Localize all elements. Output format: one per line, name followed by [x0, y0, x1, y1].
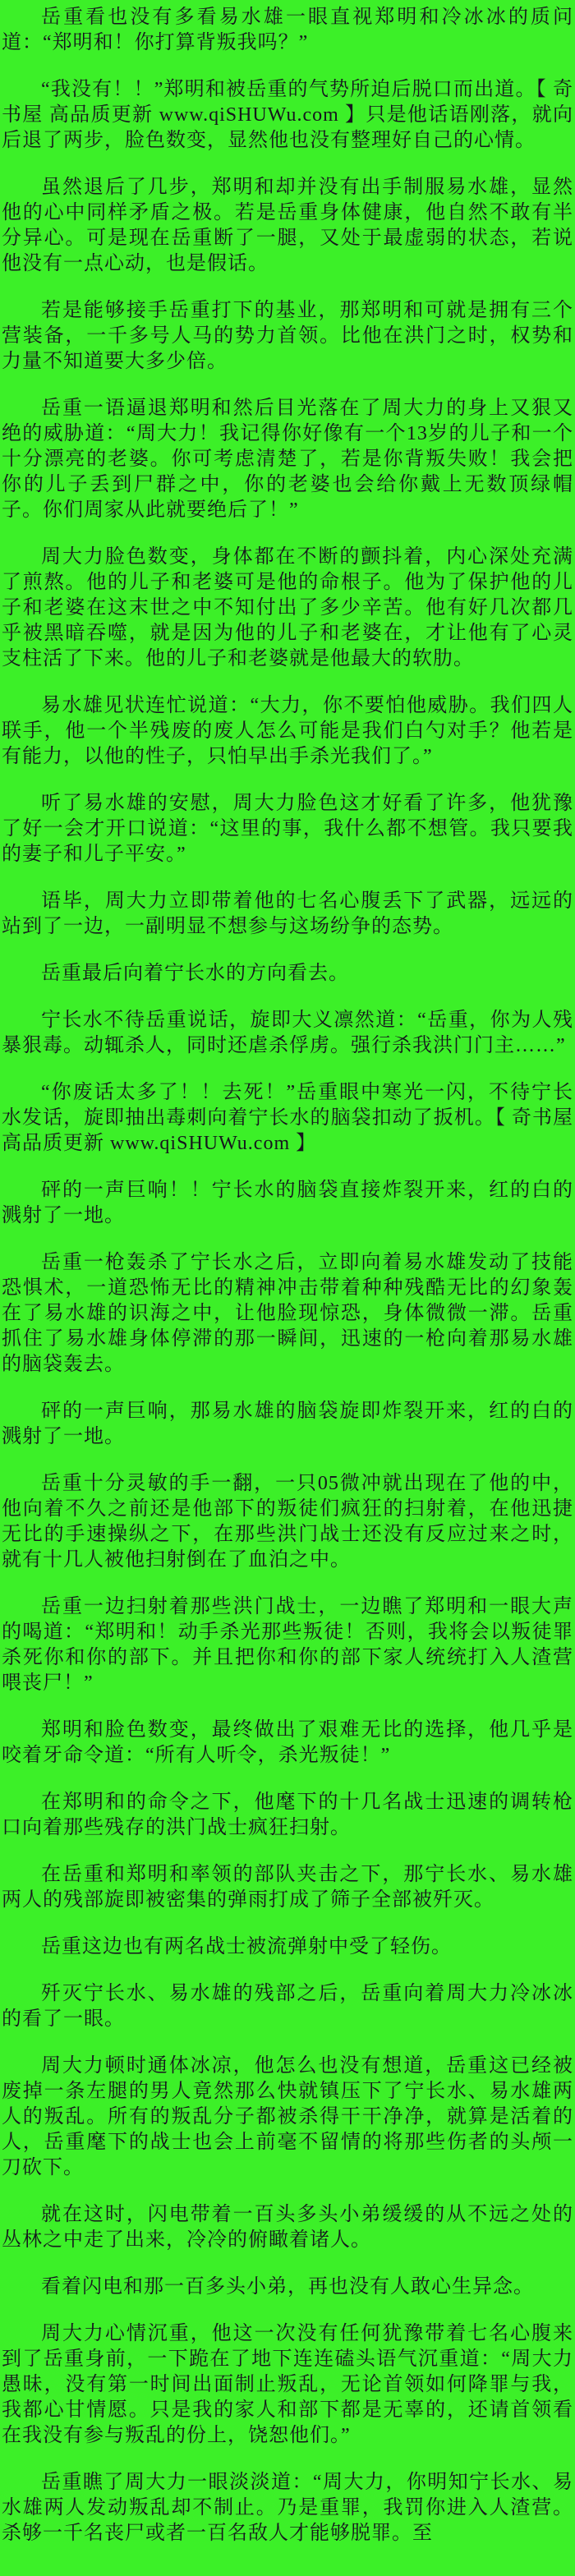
novel-paragraph: 虽然退后了几步，郑明和却并没有出手制服易水雄，显然他的心中同样矛盾之极。若是岳重身体健康，他自然不敢有半分异心。可是现在岳重断了一腿，又处于最虚弱的状态，若说他没有一点心动，也是假话。 [2, 177, 573, 274]
novel-paragraph: 岳重看也没有多看易水雄一眼直视郑明和冷冰冰的质问道：“郑明和！你打算背叛我吗？” [2, 7, 573, 53]
novel-paragraph: 歼灭宁长水、易水雄的残部之后，岳重向着周大力冷冰冰的看了一眼。 [2, 1983, 573, 2030]
novel-paragraph: 在郑明和的命令之下，他麾下的十几名战士迅速的调转枪口向着那些残存的洪门战士疯狂扫射。 [2, 1792, 573, 1838]
novel-paragraph: 宁长水不待岳重说话，旋即大义凛然道：“岳重，你为人残暴狠毒。动辄杀人，同时还虐杀俘虏。强行杀我洪门门主……” [2, 1010, 573, 1056]
novel-paragraph: 砰的一声巨响，那易水雄的脑袋旋即炸裂开来，红的白的溅射了一地。 [2, 1401, 573, 1447]
novel-paragraph: “你废话太多了！！去死！”岳重眼中寒光一闪，不待宁长水发话，旋即抽出毒刺向着宁长水的脑袋扣动了扳机。【 奇书屋 高品质更新 www.qiSHUWu.com 】 [2, 1082, 573, 1154]
novel-paragraph: 若是能够接手岳重打下的基业，那郑明和可就是拥有三个营装备，一千多号人马的势力首领。比他在洪门之时，权势和力量不知道要大多少倍。 [2, 300, 573, 372]
novel-paragraph: 岳重这边也有两名战士被流弹射中受了轻伤。 [41, 1936, 452, 1957]
novel-paragraph: 就在这时，闪电带着一百头多头小弟缓缓的从不远之处的丛林之中走了出来，冷冷的俯瞰着诸人。 [2, 2204, 573, 2251]
novel-paragraph: 岳重最后向着宁长水的方向看去。 [41, 963, 349, 984]
novel-paragraph: 岳重一语逼退郑明和然后目光落在了周大力的身上又狠又绝的威胁道：“周大力！我记得你好像有一个13岁的儿子和一个十分漂亮的老婆。你可考虑清楚了，若是你背叛失败！我会把你的儿子丢到尸群之中，你的老婆也会给你戴上无数顶绿帽子。你们周家从此就要绝后了！” [2, 398, 573, 521]
novel-paragraph: 周大力顿时通体冰凉，他怎么也没有想道，岳重这已经被废掉一条左腿的男人竟然那么快就镇压下了宁长水、易水雄两人的叛乱。所有的叛乱分子都被杀得干干净净，就算是活着的人，岳重麾下的战士也会上前毫不留情的将那些伤者的头颅一刀砍下。 [2, 2055, 573, 2178]
novel-paragraph: 在岳重和郑明和率领的部队夹击之下，那宁长水、易水雄两人的残部旋即被密集的弹雨打成了筛子全部被歼灭。 [2, 1864, 573, 1911]
novel-paragraph: 易水雄见状连忙说道：“大力，你不要怕他威胁。我们四人联手，他一个半残废的废人怎么可能是我们白勺对手？他若是有能力，以他的性子，只怕早出手杀光我们了。” [2, 695, 573, 767]
novel-paragraph: 听了易水雄的安慰，周大力脸色这才好看了许多，他犹豫了好一会才开口说道：“这里的事，我什么都不想管。我只要我的妻子和儿子平安。” [2, 793, 573, 865]
novel-paragraph: 看着闪电和那一百多头小弟，再也没有人敢心生异念。 [41, 2276, 534, 2298]
novel-paragraph: 周大力心情沉重，他这一次没有任何犹豫带着七名心腹来到了岳重身前，一下跪在了地下连连磕头语气沉重道：“周大力愚昧，没有第一时间出面制止叛乱，无论首领如何降罪与我，我都心甘情愿。只是我的家人和部下都是无辜的，还请首领看在我没有参与叛乱的份上，饶恕他们。” [2, 2323, 573, 2446]
novel-paragraph: 语毕，周大力立即带着他的七名心腹丢下了武器，远远的站到了一边，一副明显不想参与这场纷争的态势。 [2, 890, 573, 937]
novel-paragraph: 郑明和脸色数变，最终做出了艰难无比的选择，他几乎是咬着牙命令道：“所有人听令，杀光叛徒！” [2, 1719, 573, 1766]
novel-paragraph: 岳重十分灵敏的手一翻，一只05微冲就出现在了他的中，他向着不久之前还是他部下的叛徒们疯狂的扫射着，在他迅捷无比的手速操纵之下，在那些洪门战士还没有反应过来之时，就有十几人被他扫射倒在了血泊之中。 [2, 1473, 573, 1571]
novel-paragraph: 砰的一声巨响！！宁长水的脑袋直接炸裂开来，红的白的溅射了一地。 [2, 1180, 573, 1226]
novel-paragraph: “我没有！！”郑明和被岳重的气势所迫后脱口而出道。【 奇书屋 高品质更新 www.qiSHUWu.com 】只是他话语刚落，就向后退了两步，脸色数变，显然他也没有整理好自己的心情。 [2, 79, 573, 151]
novel-paragraph: 周大力脸色数变，身体都在不断的颤抖着，内心深处充满了煎熬。他的儿子和老婆可是他的命根子。他为了保护他的儿子和老婆在这末世之中不知付出了多少辛苦。他有好几次都几乎被黑暗吞噬，就是因为他的儿子和老婆在，才让他有了心灵支柱活了下来。他的儿子和老婆就是他最大的软肋。 [2, 546, 573, 669]
novel-paragraph: 岳重一边扫射着那些洪门战士，一边瞧了郑明和一眼大声的喝道：“郑明和！动手杀光那些叛徒！否则，我将会以叛徒罪杀死你和你的部下。并且把你和你的部下家人统统打入人渣营喂丧尸！” [2, 1596, 573, 1694]
novel-paragraph: 岳重一枪轰杀了宁长水之后，立即向着易水雄发动了技能恐惧术，一道恐怖无比的精神冲击带着种种残酷无比的幻象轰在了易水雄的识海之中，让他脸现惊恐，身体微微一滞。岳重抓住了易水雄身体停滞的那一瞬间，迅速的一枪向着那易水雄的脑袋轰去。 [2, 1252, 573, 1375]
novel-paragraph: 岳重瞧了周大力一眼淡淡道：“周大力，你明知宁长水、易水雄两人发动叛乱却不制止。乃是重罪，我罚你进入人渣营。杀够一千名丧尸或者一百名敌人才能够脱罪。至 [2, 2472, 573, 2544]
